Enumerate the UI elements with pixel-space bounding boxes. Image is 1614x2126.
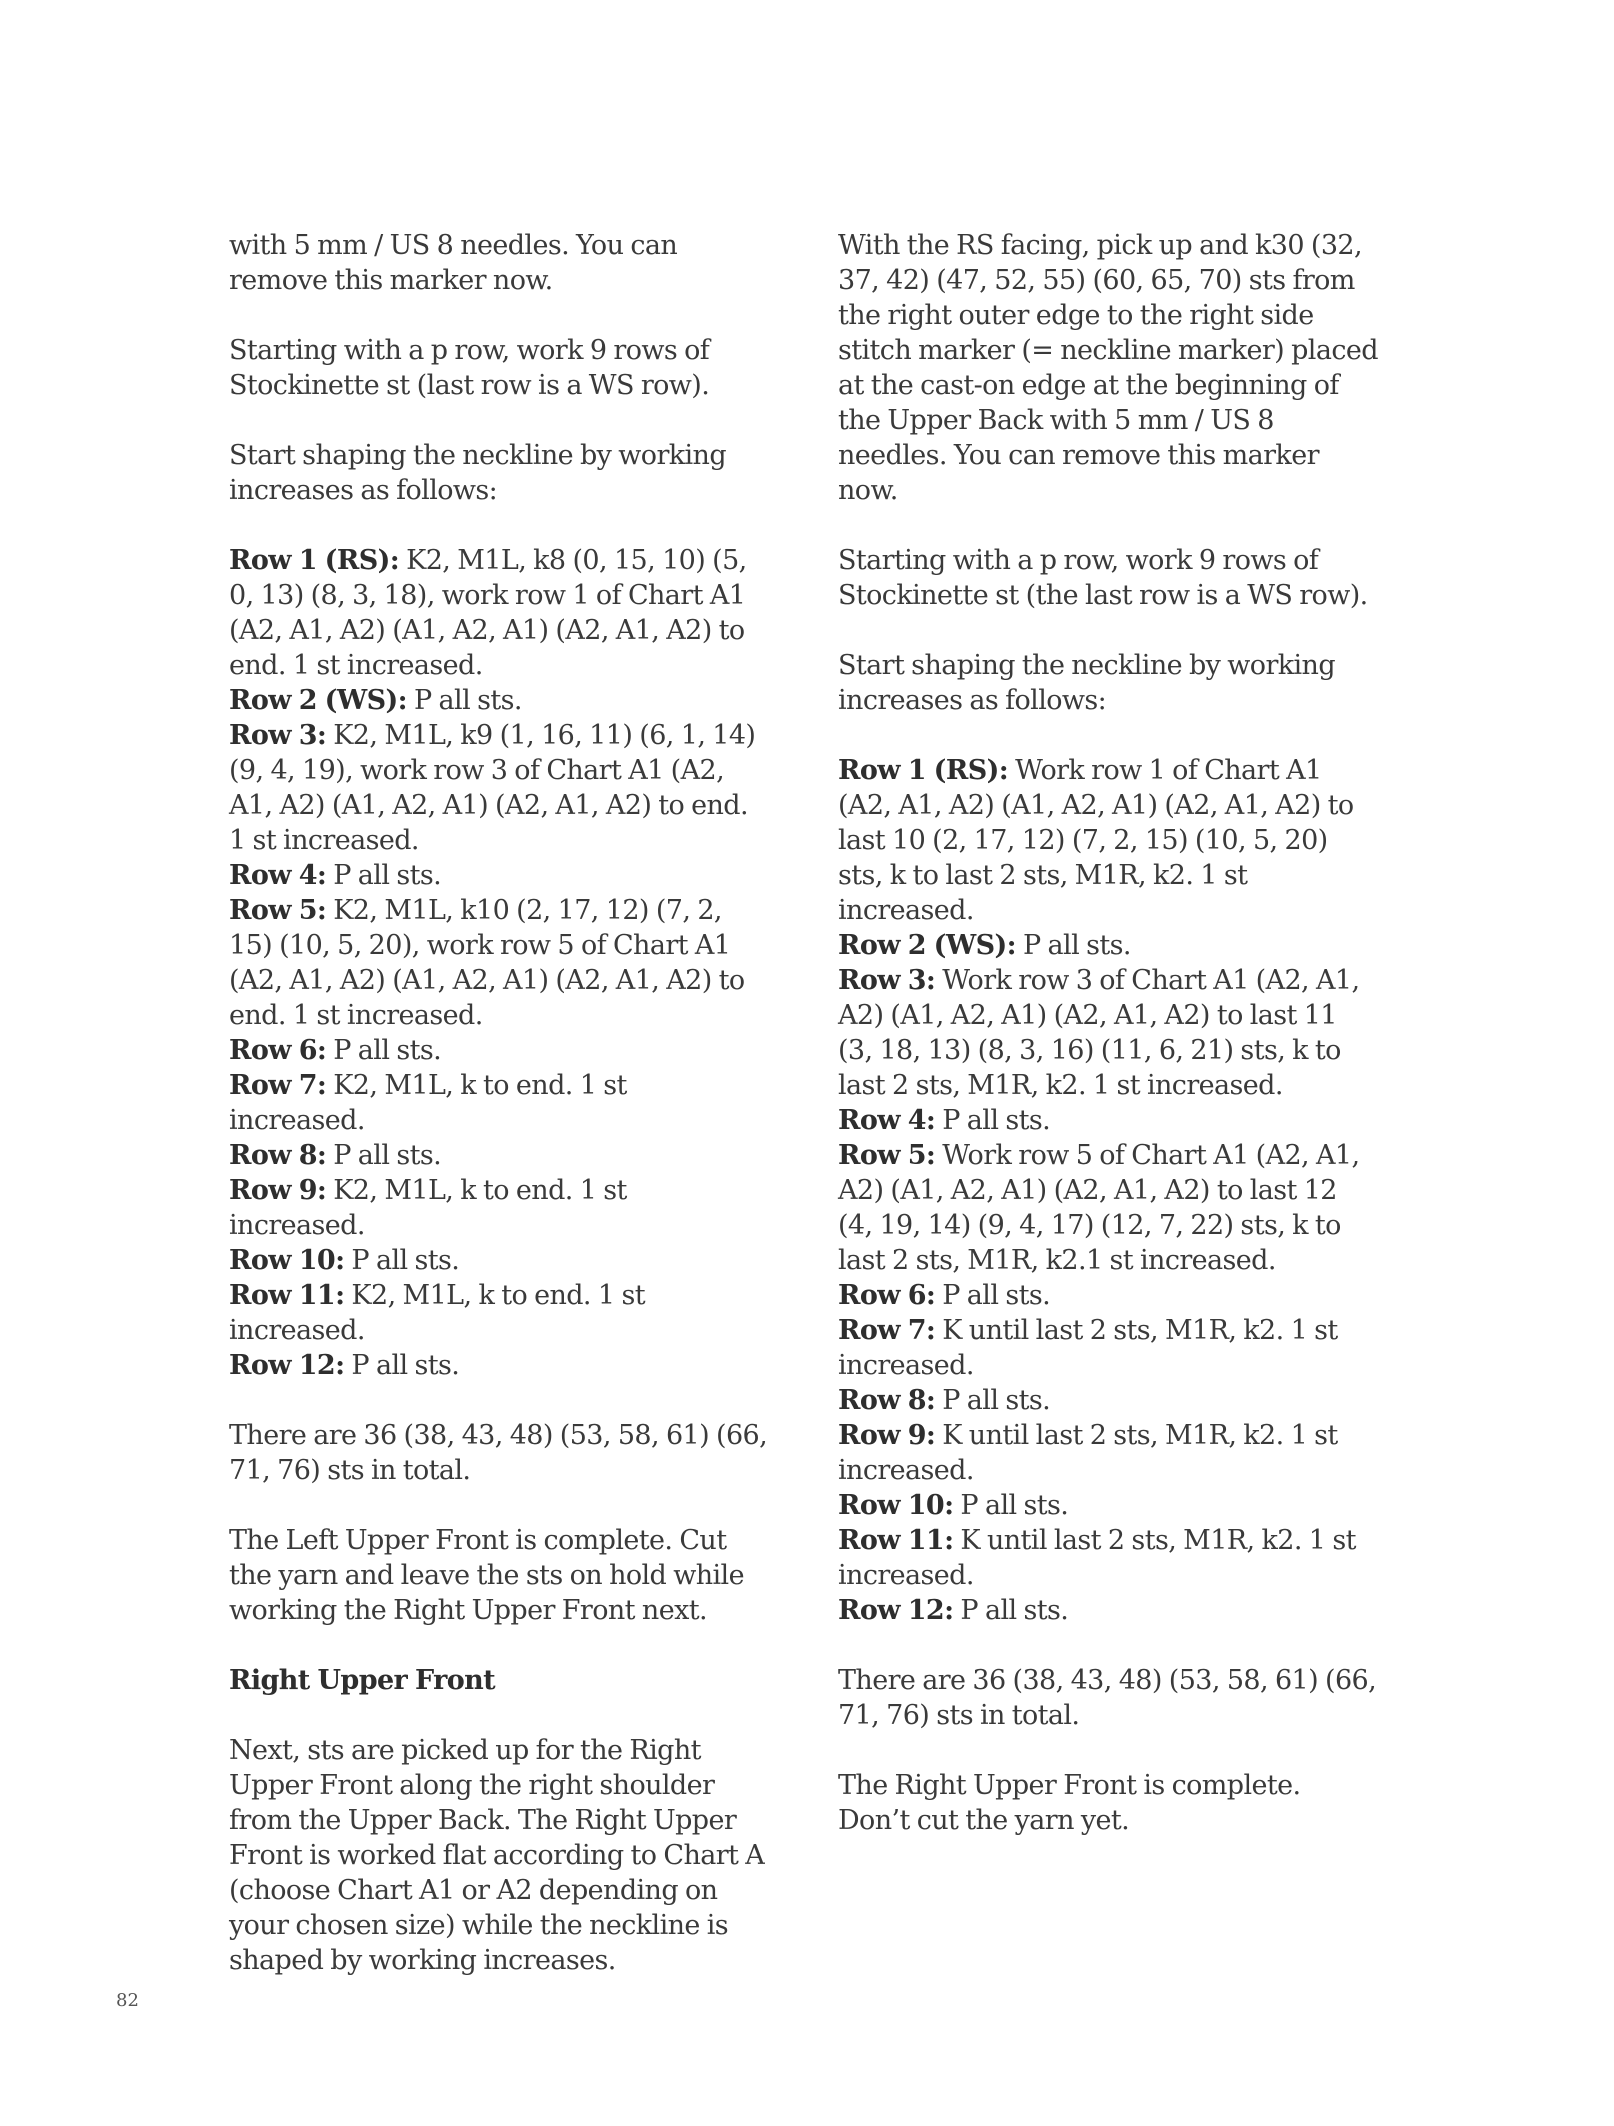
- row-instruction: [229, 1278, 769, 1348]
- row-text: K2, M1L, k to end. 1 st increased.: [229, 1175, 627, 1241]
- row-instruction: [838, 928, 1378, 963]
- row-instruction: [229, 1138, 769, 1173]
- row-instruction: [838, 1138, 1378, 1278]
- row-instructions-right: [838, 753, 1378, 1628]
- row-instruction: [229, 543, 769, 683]
- row-text: P all sts.: [953, 1595, 1069, 1626]
- row-label: Row 6:: [838, 1280, 936, 1311]
- row-text: K2, M1L, k9 (1, 16, 11) (6, 1, 14) (9, 4, 19), work row 3 of Chart A1 (A2, A1, A2) (A1, A2, A1) (A2, A1, A2) to end. 1 st increased.: [229, 720, 756, 856]
- row-text: P all sts.: [344, 1350, 460, 1381]
- row-instruction: [838, 963, 1378, 1103]
- row-label: Row 10:: [838, 1490, 954, 1521]
- paragraph-start-shaping: Start shaping the neckline by working increases as follows:: [838, 650, 1336, 716]
- row-instruction: [229, 858, 769, 893]
- paragraph-continuation: with 5 mm / US 8 needles. You can remove this marker now.: [229, 230, 678, 296]
- row-instruction: [229, 1033, 769, 1068]
- row-instruction: [838, 1278, 1378, 1313]
- row-text: P all sts.: [935, 1105, 1051, 1136]
- row-text: K2, M1L, k10 (2, 17, 12) (7, 2, 15) (10, 5, 20), work row 5 of Chart A1 (A2, A1, A2) (A1, A2, A1) (A2, A1, A2) to end. 1 st increased.: [229, 895, 745, 1031]
- row-instruction: [229, 718, 769, 858]
- row-label: Row 2 (WS):: [229, 685, 408, 716]
- row-label: Row 9:: [229, 1175, 327, 1206]
- page-number: 82: [116, 1990, 139, 2011]
- row-label: Row 7:: [838, 1315, 936, 1346]
- row-text: P all sts.: [344, 1245, 460, 1276]
- row-instruction: [838, 1523, 1378, 1593]
- row-instruction: [229, 893, 769, 1033]
- row-instruction: [229, 1173, 769, 1243]
- row-label: Row 11:: [838, 1525, 954, 1556]
- row-instruction: [838, 1383, 1378, 1418]
- row-text: P all sts.: [935, 1280, 1051, 1311]
- row-instruction: [229, 1068, 769, 1138]
- row-label: Row 1 (RS):: [838, 755, 1009, 786]
- row-text: P all sts.: [326, 1035, 442, 1066]
- row-label: Row 11:: [229, 1280, 345, 1311]
- row-text: Work row 5 of Chart A1 (A2, A1, A2) (A1, A2, A1) (A2, A1, A2) to last 12 (4, 19, 14) (9, 4, 17) (12, 7, 22) sts, k to last 2 sts, M1R, k2.1 st increased.: [838, 1140, 1360, 1276]
- row-text: P all sts.: [407, 685, 522, 716]
- row-instruction: [838, 1103, 1378, 1138]
- row-text: K2, M1L, k8 (0, 15, 10) (5, 0, 13) (8, 3, 18), work row 1 of Chart A1 (A2, A1, A2) (A1, A2, A1) (A2, A1, A2) to end. 1 st increased.: [229, 545, 747, 681]
- row-label: Row 3:: [229, 720, 327, 751]
- row-instruction: [838, 1418, 1378, 1488]
- row-label: Row 12:: [229, 1350, 345, 1381]
- row-text: P all sts.: [935, 1385, 1051, 1416]
- row-label: Row 5:: [229, 895, 327, 926]
- row-label: Row 5:: [838, 1140, 936, 1171]
- row-text: K until last 2 sts, M1R, k2. 1 st increased.: [838, 1420, 1338, 1486]
- row-label: Row 3:: [838, 965, 936, 996]
- row-instructions-left: [229, 543, 769, 1383]
- row-text: K until last 2 sts, M1R, k2. 1 st increased.: [838, 1525, 1356, 1591]
- row-label: Row 6:: [229, 1035, 327, 1066]
- paragraph-stitch-total: There are 36 (38, 43, 48) (53, 58, 61) (66, 71, 76) sts in total.: [838, 1665, 1377, 1731]
- row-instruction: [229, 1348, 769, 1383]
- row-label: Row 4:: [229, 860, 327, 891]
- paragraph-right-intro: Next, sts are picked up for the Right Upper Front along the right shoulder from the Upper Back. The Right Upper Front is worked flat according to Chart A (choose Chart A1 or A2 depending on your chosen size) while the neckline is shaped by working increases.: [229, 1735, 765, 1976]
- right-column: [838, 228, 1378, 1873]
- row-text: Work row 3 of Chart A1 (A2, A1, A2) (A1, A2, A1) (A2, A1, A2) to last 11 (3, 18, 13) (8, 3, 16) (11, 6, 21) sts, k to last 2 sts, M1R, k2. 1 st increased.: [838, 965, 1360, 1101]
- row-text: Work row 1 of Chart A1 (A2, A1, A2) (A1, A2, A1) (A2, A1, A2) to last 10 (2, 17, 12) (7, 2, 15) (10, 5, 20) sts, k to last 2 sts, M1R, k2. 1 st increased.: [838, 755, 1354, 926]
- row-instruction: [838, 1313, 1378, 1383]
- row-label: Row 7:: [229, 1070, 327, 1101]
- row-label: Row 8:: [229, 1140, 327, 1171]
- section-heading-right-upper-front: Right Upper Front: [229, 1665, 496, 1696]
- row-label: Row 4:: [838, 1105, 936, 1136]
- row-text: P all sts.: [326, 860, 442, 891]
- row-label: Row 12:: [838, 1595, 954, 1626]
- row-instruction: [229, 1243, 769, 1278]
- paragraph-stockinette: Starting with a p row, work 9 rows of Stockinette st (the last row is a WS row).: [838, 545, 1368, 611]
- row-label: Row 1 (RS):: [229, 545, 400, 576]
- row-text: K2, M1L, k to end. 1 st increased.: [229, 1070, 627, 1136]
- row-label: Row 9:: [838, 1420, 936, 1451]
- row-instruction: [838, 753, 1378, 928]
- row-label: Row 10:: [229, 1245, 345, 1276]
- row-text: P all sts.: [953, 1490, 1069, 1521]
- paragraph-left-complete: The Left Upper Front is complete. Cut the yarn and leave the sts on hold while working the Right Upper Front next.: [229, 1525, 744, 1626]
- paragraph-stitch-total: There are 36 (38, 43, 48) (53, 58, 61) (66, 71, 76) sts in total.: [229, 1420, 768, 1486]
- row-text: P all sts.: [326, 1140, 442, 1171]
- paragraph-start-shaping: Start shaping the neckline by working increases as follows:: [229, 440, 727, 506]
- paragraph-stockinette: Starting with a p row, work 9 rows of Stockinette st (last row is a WS row).: [229, 335, 710, 401]
- row-instruction: [838, 1488, 1378, 1523]
- row-instruction: [838, 1593, 1378, 1628]
- row-text: P all sts.: [1016, 930, 1131, 961]
- paragraph-right-complete: The Right Upper Front is complete. Don’t cut the yarn yet.: [838, 1770, 1301, 1836]
- row-label: Row 2 (WS):: [838, 930, 1017, 961]
- row-instruction: [229, 683, 769, 718]
- left-column: [229, 228, 769, 2013]
- paragraph-pickup: With the RS facing, pick up and k30 (32, 37, 42) (47, 52, 55) (60, 65, 70) sts from the right outer edge to the right side stitch marker (= neckline marker) placed at the cast-on edge at the beginning of the Upper Back with 5 mm / US 8 needles. You can remove this marker now.: [838, 230, 1378, 506]
- row-label: Row 8:: [838, 1385, 936, 1416]
- row-text: K until last 2 sts, M1R, k2. 1 st increased.: [838, 1315, 1338, 1381]
- row-text: K2, M1L, k to end. 1 st increased.: [229, 1280, 645, 1346]
